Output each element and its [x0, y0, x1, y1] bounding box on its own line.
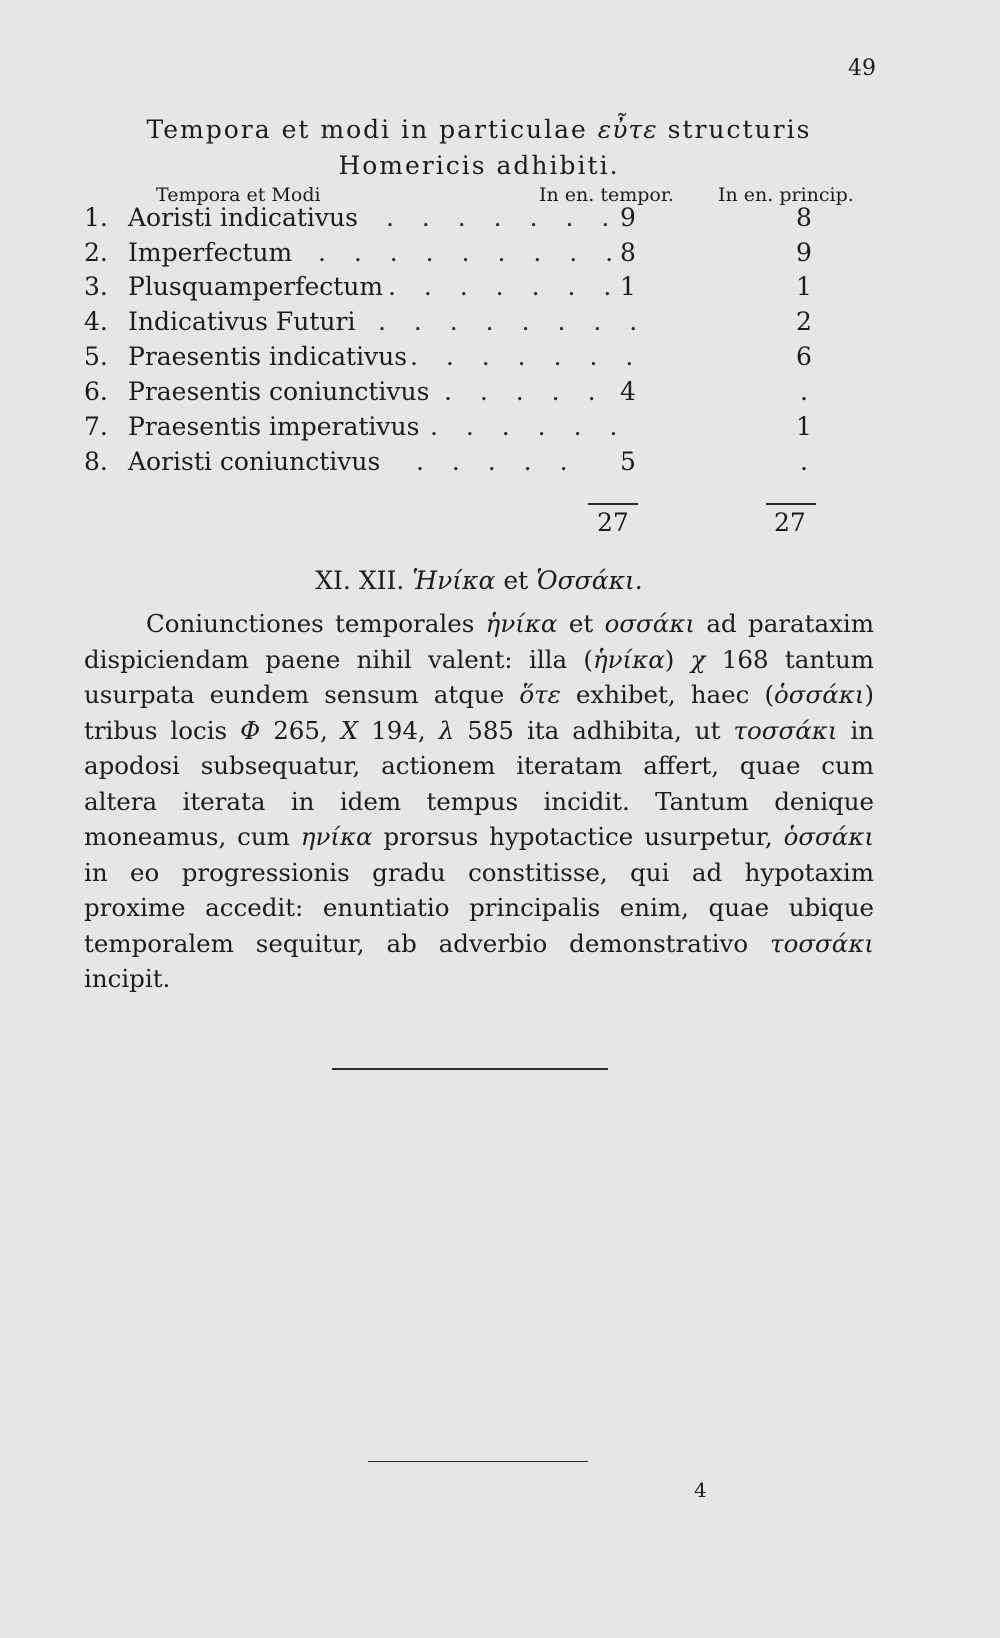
- row-label: Praesentis indicativus: [128, 342, 408, 371]
- row-leader-dots: . . . . . . . . .: [318, 238, 624, 267]
- table-title: [84, 112, 874, 184]
- row-number: 7.: [84, 412, 108, 441]
- row-leader-dots: . . . . . . . .: [378, 307, 648, 336]
- table-title-text: Tempora et modi in particulae: [146, 115, 588, 144]
- row-number: 5.: [84, 342, 108, 371]
- row-label: Aoristi indicativus: [128, 203, 358, 232]
- sum-princip: 27: [774, 508, 806, 537]
- table-title-line1: [84, 112, 874, 148]
- greek-word: Φ: [240, 715, 261, 745]
- table-row: [84, 307, 874, 341]
- row-leader-dots: . . . . . . .: [386, 203, 620, 232]
- table-row: [84, 238, 874, 272]
- footer-rule: [368, 1461, 588, 1462]
- row-value-tempor: 5: [620, 447, 636, 476]
- row-value-princip: 2: [796, 307, 812, 336]
- row-label: Praesentis imperativus: [128, 412, 420, 441]
- row-value-princip: .: [800, 377, 808, 406]
- greek-word: λ: [438, 715, 455, 745]
- row-label: Indicativus Futuri: [128, 307, 356, 336]
- row-label: Aoristi coniunctivus: [128, 447, 381, 476]
- paragraph-text: ) tribus locis: [84, 680, 874, 745]
- table-row: [84, 342, 874, 376]
- greek-word: ἡνίκα: [485, 609, 558, 638]
- greek-word: ἡνίκα: [592, 644, 665, 674]
- table-title-greek: εὖτε: [597, 115, 658, 144]
- row-label: Plusquamperfectum: [128, 272, 384, 301]
- row-value-tempor: 8: [620, 238, 636, 267]
- paragraph-text: ): [664, 644, 675, 674]
- row-label: Praesentis coniunctivus: [128, 377, 430, 406]
- row-value-princip: 1: [796, 412, 812, 441]
- paragraph-text: 265,: [273, 715, 328, 745]
- table-row: [84, 412, 874, 446]
- section-heading-greek: Ὁσσάκι.: [536, 566, 643, 595]
- row-value-tempor: 9: [620, 203, 636, 232]
- table-title-line2: Homericis adhibiti.: [338, 151, 620, 180]
- greek-word: οσσάκι: [604, 609, 695, 638]
- signature-mark: 4: [694, 1478, 707, 1502]
- section-heading: [84, 566, 874, 595]
- paragraph-text: et: [568, 609, 594, 638]
- table-title-end: structuris: [667, 115, 812, 144]
- page-number: 49: [848, 56, 876, 81]
- row-value-princip: 1: [796, 272, 812, 301]
- row-number: 1.: [84, 203, 108, 232]
- section-heading-greek: Ἡνίκα: [412, 566, 496, 595]
- row-value-princip: 6: [796, 342, 812, 371]
- row-number: 3.: [84, 272, 108, 301]
- row-leader-dots: . . . . . .: [430, 412, 628, 441]
- table-row: [84, 272, 874, 306]
- table-row: [84, 447, 874, 481]
- row-value-tempor: 1: [620, 272, 636, 301]
- paragraph-text: incipit.: [84, 964, 171, 993]
- row-leader-dots: . . . . . . .: [388, 272, 622, 301]
- greek-word: τοσσάκι: [770, 928, 875, 958]
- column-header-label: Tempora et Modi: [156, 184, 321, 206]
- section-heading-connector: et: [503, 566, 529, 595]
- column-header-princip: In en. princip.: [718, 184, 854, 206]
- greek-word: ηνίκα: [300, 822, 373, 851]
- sum-rule-princip: [766, 503, 816, 505]
- row-value-tempor: 4: [620, 377, 636, 406]
- body-paragraph: [84, 606, 874, 997]
- sum-rule-tempor: [588, 503, 638, 505]
- end-rule: [332, 1068, 608, 1070]
- row-number: 6.: [84, 377, 108, 406]
- column-header-tempor: In en. tempor.: [539, 184, 674, 206]
- row-leader-dots: . . . . .: [444, 377, 606, 406]
- paragraph-text: 168 tantum usurpata eundem sensum atque: [84, 644, 874, 709]
- paragraph-text: in eo progressionis gradu constitisse, qui ad hypotaxim proxime accedit: enuntiatio principalis enim, quae ubique temporalem sequitur, ab adverbio demonstrativo: [84, 857, 874, 958]
- row-number: 4.: [84, 307, 108, 336]
- row-number: 2.: [84, 238, 108, 267]
- table-row: [84, 377, 874, 411]
- section-heading-number: XI. XII.: [315, 566, 405, 595]
- row-leader-dots: . . . . . . .: [410, 342, 644, 371]
- greek-word: ὁσσάκι: [774, 680, 865, 709]
- row-label: Imperfectum: [128, 238, 293, 267]
- row-leader-dots: . . . . .: [416, 447, 578, 476]
- paragraph-text: exhibet, haec (: [575, 680, 775, 709]
- paragraph-text: 585 ita adhibita, ut: [467, 715, 721, 745]
- paragraph-text: ad parataxim dispiciendam paene nihil valent: illa (: [84, 609, 874, 674]
- greek-word: χ: [690, 644, 706, 674]
- table-row: [84, 203, 874, 237]
- greek-word: ὅτε: [519, 680, 561, 709]
- paragraph-text: in apodosi subsequatur, actionem iteratam affert, quae cum altera iterata in idem tempus incidit. Tantum denique moneamus, cum: [84, 715, 875, 851]
- greek-word: τοσσάκι: [733, 715, 838, 745]
- row-value-princip: 8: [796, 203, 812, 232]
- row-value-princip: .: [800, 447, 808, 476]
- sum-tempor: 27: [597, 508, 629, 537]
- paragraph-text: Coniunctiones temporales: [146, 609, 475, 638]
- paragraph-text: prorsus hypotactice usurpetur,: [383, 822, 773, 851]
- greek-word: ὁσσάκι: [783, 822, 874, 851]
- paragraph-text: 194,: [371, 715, 426, 745]
- greek-word: Χ: [340, 715, 359, 745]
- row-number: 8.: [84, 447, 108, 476]
- row-value-princip: 9: [796, 238, 812, 267]
